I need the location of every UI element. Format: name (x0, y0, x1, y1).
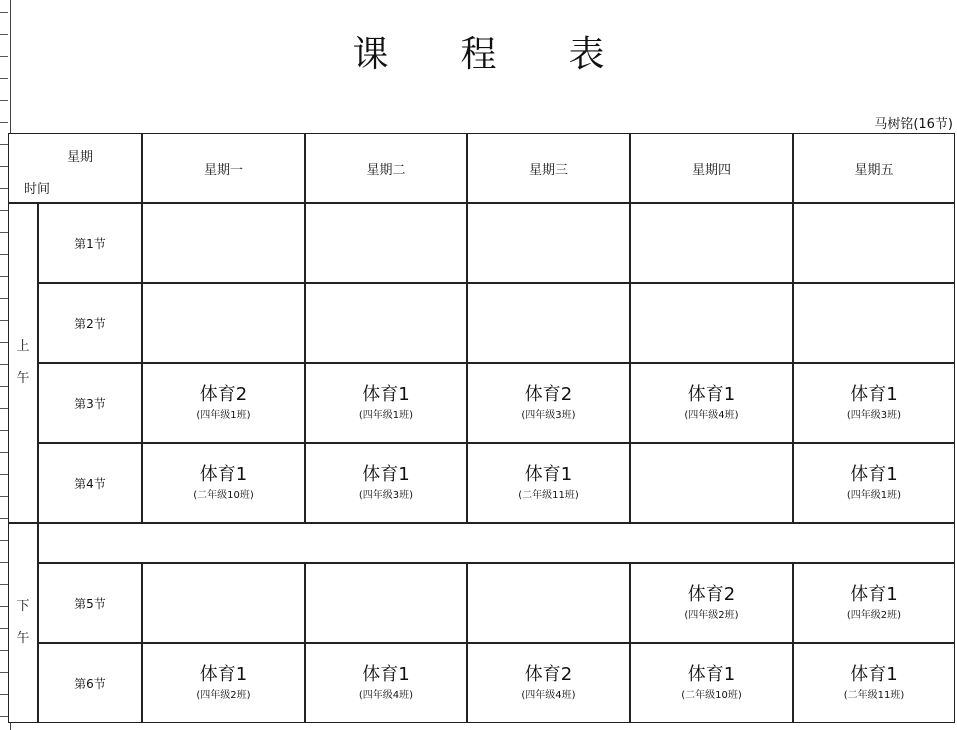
period-label: 第2节 (74, 316, 106, 331)
ruler-tick (0, 496, 8, 497)
ruler-tick (0, 78, 8, 79)
day-header-4 (630, 133, 793, 203)
ruler-tick (0, 672, 8, 673)
period-label-cell (38, 203, 142, 283)
period-label: 第1节 (74, 236, 106, 251)
timetable-cell (142, 643, 305, 723)
day-header-label: 星期三 (528, 162, 568, 178)
timetable-cell (630, 563, 793, 643)
course-class-label: (二年级11班) (518, 489, 579, 501)
ruler-tick (0, 584, 8, 585)
session-label-char: 上 (16, 339, 30, 354)
weekday-axis-label: 星期 (67, 150, 94, 165)
course-name: 体育2 (199, 383, 248, 405)
timetable-cell (793, 203, 955, 283)
day-header-label: 星期四 (691, 162, 731, 178)
period-label-cell (38, 283, 142, 363)
ruler-tick (0, 100, 8, 101)
timetable-cell (305, 563, 467, 643)
course-class-label: (四年级3班) (521, 409, 576, 421)
course-class-label: (二年级11班) (843, 689, 905, 701)
ruler-tick (0, 232, 8, 233)
period-label-cell (38, 443, 142, 523)
course-class-label: (四年级2班) (846, 609, 902, 621)
timetable-cell (467, 363, 630, 443)
day-header-5 (793, 133, 955, 203)
timetable-cell (305, 643, 467, 723)
period-label-cell (38, 563, 142, 643)
course-name: 体育2 (524, 383, 573, 405)
timetable-cell (305, 203, 467, 283)
timetable-cell (467, 563, 630, 643)
ruler-tick (0, 474, 8, 475)
day-header-label: 星期二 (366, 162, 406, 178)
day-header-2 (305, 133, 467, 203)
ruler-tick (0, 386, 8, 387)
course-class-label: (四年级1班) (846, 489, 902, 501)
course-name: 体育1 (199, 463, 248, 485)
ruler-tick (0, 628, 8, 629)
course-name: 体育1 (362, 463, 410, 485)
lunch-break-row (38, 523, 955, 563)
ruler-tick (0, 364, 8, 365)
course-name: 体育1 (850, 663, 898, 685)
timetable-cell (467, 283, 630, 363)
timetable-cell (630, 283, 793, 363)
course-name: 体育2 (524, 663, 573, 685)
course-class-label: (二年级10班) (681, 689, 742, 701)
timetable-cell (793, 563, 955, 643)
ruler-tick (0, 210, 8, 211)
timetable-cell (630, 443, 793, 523)
session-label-morning (8, 203, 38, 523)
ruler-tick (0, 452, 8, 453)
timetable-cell (467, 203, 630, 283)
ruler-tick (0, 12, 8, 13)
course-name: 体育1 (850, 463, 898, 485)
day-header-label: 星期一 (203, 162, 243, 178)
course-class-label: (四年级3班) (358, 489, 414, 501)
ruler-tick (0, 540, 8, 541)
course-class-label: (二年级10班) (193, 489, 254, 501)
course-name: 体育1 (362, 383, 410, 405)
period-label-cell (38, 363, 142, 443)
page-title: 课程表 (352, 34, 677, 75)
ruler-tick (0, 716, 8, 717)
course-name: 体育1 (362, 663, 410, 685)
timetable-cell (142, 283, 305, 363)
timetable-cell (142, 363, 305, 443)
period-label: 第3节 (74, 396, 106, 411)
teacher-name-label: 马树铭(16节) (874, 117, 953, 132)
ruler-tick (0, 298, 8, 299)
session-label-char: 下 (16, 599, 30, 614)
timetable-cell (467, 443, 630, 523)
session-label-char: 午 (16, 371, 30, 386)
ruler-tick (0, 166, 8, 167)
course-class-label: (四年级1班) (196, 409, 251, 421)
ruler-tick (0, 694, 8, 695)
course-class-label: (四年级2班) (196, 689, 251, 701)
timetable-cell (142, 443, 305, 523)
ruler-tick (0, 650, 8, 651)
timetable-cell (305, 443, 467, 523)
period-label: 第6节 (74, 676, 106, 691)
course-class-label: (四年级3班) (846, 409, 902, 421)
course-class-label: (四年级1班) (358, 409, 414, 421)
day-header-label: 星期五 (854, 162, 894, 178)
ruler-tick (0, 342, 8, 343)
timetable-cell (793, 443, 955, 523)
timetable-cell (142, 203, 305, 283)
time-axis-label: 时间 (24, 182, 51, 197)
course-class-label: (四年级2班) (684, 609, 739, 621)
ruler-tick (0, 430, 8, 431)
timetable-cell (793, 643, 955, 723)
ruler-tick (0, 188, 8, 189)
course-class-label: (四年级4班) (521, 689, 576, 701)
ruler-tick (0, 408, 8, 409)
ruler-tick (0, 606, 8, 607)
timetable-cell (793, 363, 955, 443)
course-class-label: (四年级4班) (358, 689, 414, 701)
ruler-tick (0, 276, 8, 277)
timetable-cell (305, 363, 467, 443)
session-label-afternoon (8, 523, 38, 723)
course-name: 体育1 (687, 383, 736, 405)
timetable-cell (630, 203, 793, 283)
course-class-label: (四年级4班) (684, 409, 739, 421)
ruler-tick (0, 320, 8, 321)
timetable-cell (305, 283, 467, 363)
course-name: 体育2 (687, 583, 736, 605)
period-label: 第4节 (74, 476, 106, 491)
timetable-cell (630, 643, 793, 723)
period-label-cell (38, 643, 142, 723)
day-header-1 (142, 133, 305, 203)
timetable-cell (142, 563, 305, 643)
ruler-tick (0, 144, 8, 145)
period-label: 第5节 (74, 596, 106, 611)
ruler-tick (0, 122, 8, 123)
ruler-tick (0, 518, 8, 519)
course-name: 体育1 (850, 583, 898, 605)
ruler-tick (0, 562, 8, 563)
timetable-cell (630, 363, 793, 443)
course-name: 体育1 (524, 463, 573, 485)
timetable-cell (467, 643, 630, 723)
corner-header-cell (8, 133, 142, 203)
session-label-char: 午 (16, 631, 30, 646)
course-name: 体育1 (687, 663, 736, 685)
day-header-3 (467, 133, 630, 203)
course-name: 体育1 (850, 383, 898, 405)
ruler-tick (0, 254, 8, 255)
timetable-cell (793, 283, 955, 363)
course-name: 体育1 (199, 663, 248, 685)
